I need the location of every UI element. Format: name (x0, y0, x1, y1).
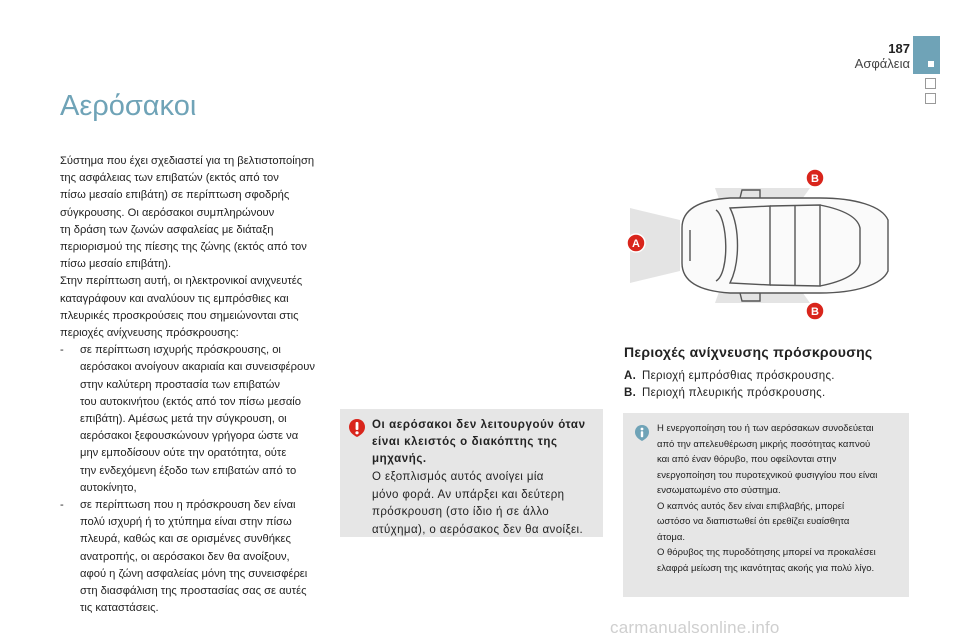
warning-text-line: πρόσκρουση (στο ίδιο ή σε άλλο (372, 506, 550, 518)
info-icon (634, 424, 650, 442)
svg-text:B: B (811, 173, 819, 185)
bullet-line: επιβάτη). Αμέσως μετά την σύγκρουση, οι (80, 413, 287, 426)
warning-box (340, 409, 603, 537)
bullet-line: ανατροπής, οι αερόσακοι δεν θα ανοίξουν, (80, 550, 290, 563)
warning-text-line: μόνο φορά. Αν υπάρξει και δεύτερη (372, 488, 565, 501)
tab-box-1 (925, 78, 936, 89)
zone-text: Περιοχή πλευρικής πρόσκρουσης. (642, 387, 826, 399)
zone-text: Περιοχή εμπρόσθιας πρόσκρουσης. (642, 370, 835, 382)
info-line: ενεργοποίηση του πυροτεχνικού φυσιγγίου που είναι (657, 469, 878, 481)
intro-line: τη δράση των ζωνών ασφαλείας με διάταξη (60, 223, 274, 236)
intro-line: Σύστημα που έχει σχεδιαστεί για τη βελτιστοποίηση (60, 155, 315, 167)
info-box (623, 413, 909, 597)
bullet-line: στη διασφάλιση της προστασίας σας σε αυτές (80, 585, 307, 598)
warning-text-line: ατύχημα), ο αερόσακος δεν θα ανοίξει. (372, 523, 584, 536)
bullet-line: τις καταστάσεις. (80, 602, 159, 615)
bullet-dash: - (60, 499, 64, 512)
bullet-line: μην εμποδίσουν ούτε την ορατότητα, ούτε (80, 447, 287, 460)
bullet-line: την ενδεχόμενη έξοδο των επιβατών από το (80, 464, 297, 477)
zone-b-row (624, 387, 826, 399)
info-line: και από έναν θόρυβο, που οφείλονται στην (657, 454, 837, 465)
bullet-line: του αυτοκινήτου (εκτός από τον πίσω μεσαίο (80, 395, 301, 408)
info-line: Ο θόρυβος της πυροδότησης μπορεί να προκαλέσει (657, 547, 876, 558)
car-top-view-icon (620, 158, 910, 333)
intro-line: σύγκρουσης. Οι αερόσακοι συμπληρώνουν (60, 206, 275, 219)
bullet-line: αερόσακοι ξεφουσκώνουν γρήγορα ώστε να (80, 430, 299, 443)
marker-front-a (627, 234, 645, 252)
marker-side-b-bottom (806, 302, 824, 320)
zone-letter: A. (624, 370, 637, 382)
zone-a-row (624, 370, 835, 382)
info-line: ελαφρά μείωση της ικανότητας ακοής για πολύ λίγο. (657, 562, 875, 574)
intro-line: της ασφάλειας των επιβατών (εκτός από τον (60, 172, 279, 185)
warning-title (372, 417, 594, 468)
watermark: carmanualsonline.info (610, 618, 780, 637)
tab-box-2 (925, 93, 936, 104)
info-line: άτομα. (657, 531, 685, 543)
section-label: Ασφάλεια (854, 56, 910, 71)
section-tab (913, 36, 940, 74)
intro-line: περιορισμού της πίεσης της ζώνης (εκτός από τον (60, 241, 307, 254)
warning-text (372, 469, 597, 539)
intro-line: καταγράφουν και αναλύουν τις εμπρόσθιες και (60, 292, 289, 305)
bullet-line: αυτοκίνητο, (80, 481, 137, 494)
bullet-line: πολύ ισχυρή ή το χτύπημα είναι στην πίσω (80, 516, 292, 529)
bullet-line: σε περίπτωση που η πρόσκρουση δεν είναι (80, 499, 296, 512)
bullet-line: αερόσακοι ανοίγουν ακαριαία και συνεισφέρουν (80, 361, 315, 374)
info-line: ενσωματωμένο στο σύστημα. (657, 485, 781, 496)
zone-letter: B. (624, 387, 637, 399)
warning-title-line: είναι κλειστός ο διακόπτης της (372, 436, 558, 448)
info-text (657, 421, 903, 576)
bullet-dash: - (60, 344, 64, 357)
section-tab-marker (928, 61, 934, 67)
marker-side-b-top (806, 169, 824, 187)
warning-title-line: Οι αερόσακοι δεν λειτουργούν όταν (372, 419, 586, 431)
warning-text-line: Ο εξοπλισμός αυτός ανοίγει μία (372, 471, 544, 483)
intro-line: περιοχές ανίχνευσης πρόσκρουσης: (60, 327, 239, 340)
intro-line: Στην περίπτωση αυτή, οι ηλεκτρονικοί ανιχνευτές (60, 275, 303, 288)
svg-text:B: B (811, 306, 819, 318)
bullet-line: αφού η ζώνη ασφαλείας μόνη της συνεισφέρει (80, 567, 308, 580)
warning-title-line: μηχανής. (372, 453, 427, 465)
intro-line: πίσω μεσαίο επιβάτη) σε περίπτωση σφοδρής (60, 189, 290, 202)
body-text (60, 153, 325, 617)
bullet-line: σε περίπτωση ισχυρής πρόσκρουσης, οι (80, 344, 281, 357)
car-outline (682, 190, 888, 301)
bullet-item (60, 497, 325, 617)
info-line: Ο καπνός αυτός δεν είναι επιβλαβής, μπορεί (657, 500, 845, 512)
warning-exclamation-icon (348, 418, 366, 438)
intro-line: πλευρικές προσκρούσεις που σημειώνονται στις (60, 309, 299, 322)
intro-line: πίσω μεσαίο επιβάτη). (60, 258, 172, 271)
bullet-line: στην καλύτερη προστασία των επιβατών (80, 378, 281, 391)
info-line: ωστόσο να διαπιστωθεί ότι ερεθίζει ευαίσθητα (657, 516, 850, 527)
info-line: Η ενεργοποίηση του ή των αερόσακων συνοδεύεται (657, 423, 874, 434)
bullet-item (60, 342, 325, 497)
page-number: 187 (888, 41, 910, 56)
bullet-line: πλευρά, καθώς και σε ορισμένες συνθήκες (80, 533, 291, 546)
detection-title: Περιοχές ανίχνευσης πρόσκρουσης (624, 344, 873, 360)
info-line: από την απελευθέρωση μικρής ποσότητας καπνού (657, 438, 871, 450)
page-title: Αερόσακοι (60, 90, 197, 122)
svg-text:A: A (632, 238, 640, 250)
